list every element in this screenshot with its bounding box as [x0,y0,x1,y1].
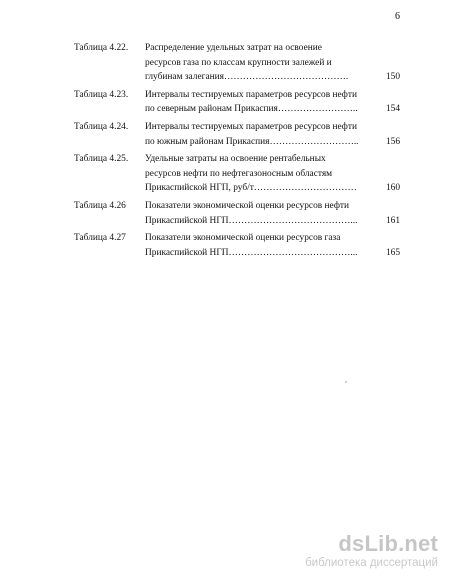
toc-entry-body [145,199,400,228]
toc-entry-last-line: по южным районам Прикаспия……………………….. [145,136,359,147]
toc-entry-label: Таблица 4.26 [74,200,126,211]
toc-entry-last-line: Прикаспийской НГП, руб/т…………………………… [145,183,357,194]
toc-entry-last-line: Прикаспийской НГП…………………………………... [145,247,358,258]
page-number: 6 [395,11,400,22]
toc-entry-body [145,88,400,117]
table-of-contents [74,41,400,263]
toc-entry-label: Таблица 4.22. [74,43,129,53]
toc-entry-body [145,231,400,260]
watermark-logo: dsLib.net [338,531,438,556]
toc-entry-title-line: Показатели экономической оценки ресурсов нефти [145,200,350,211]
watermark-subtitle: библиотека диссертаций [305,557,438,569]
toc-entry-label: Таблица 4.24. [74,121,129,132]
toc-entry-page: 150 [385,72,400,83]
toc-entry-title-line: Интервалы тестируемых параметров ресурсов нефти [145,89,357,100]
toc-entry-title-line: Интервалы тестируемых параметров ресурсов нефти [145,121,357,132]
toc-entry-last-line: глубинам залегания…………………………………. [145,72,349,83]
toc-entry-page: 165 [385,247,400,258]
toc-entry-label: Таблица 4.27 [74,233,126,244]
toc-entry [74,152,400,196]
toc-entry-label: Таблица 4.25. [74,154,129,165]
toc-entry-title-line: ресурсов нефти по нефтегазоносным областям [145,168,333,179]
toc-entry [74,199,400,228]
toc-entry-page: 160 [385,183,400,194]
toc-entry-title-line: Распределение удельных затрат на освоение [145,43,322,53]
toc-entry [74,88,400,117]
toc-entry-last-line: по северным районам Прикаспия…………………….. [145,104,358,115]
watermark [305,533,438,570]
toc-entry-last-line: Прикаспийской НГП…………………………………... [145,215,358,226]
toc-entry-body [145,152,400,196]
toc-entry [74,120,400,149]
toc-entry-title-line: Удельные затраты на освоение рентабельных [145,154,326,165]
toc-entry-body [145,120,400,149]
toc-entry-label: Таблица 4.23. [74,89,129,100]
toc-entry-body [145,41,400,85]
toc-entry-title-line: ресурсов газа по классам крупности залежей и [145,57,332,68]
toc-entry [74,231,400,260]
scan-speck [345,381,347,383]
toc-entry-page: 154 [385,104,400,115]
toc-entry-page: 156 [385,136,400,147]
toc-entry-title-line: Показатели экономической оценки ресурсов газа [145,233,341,244]
toc-entry-page: 161 [385,215,400,226]
toc-entry [74,41,400,85]
